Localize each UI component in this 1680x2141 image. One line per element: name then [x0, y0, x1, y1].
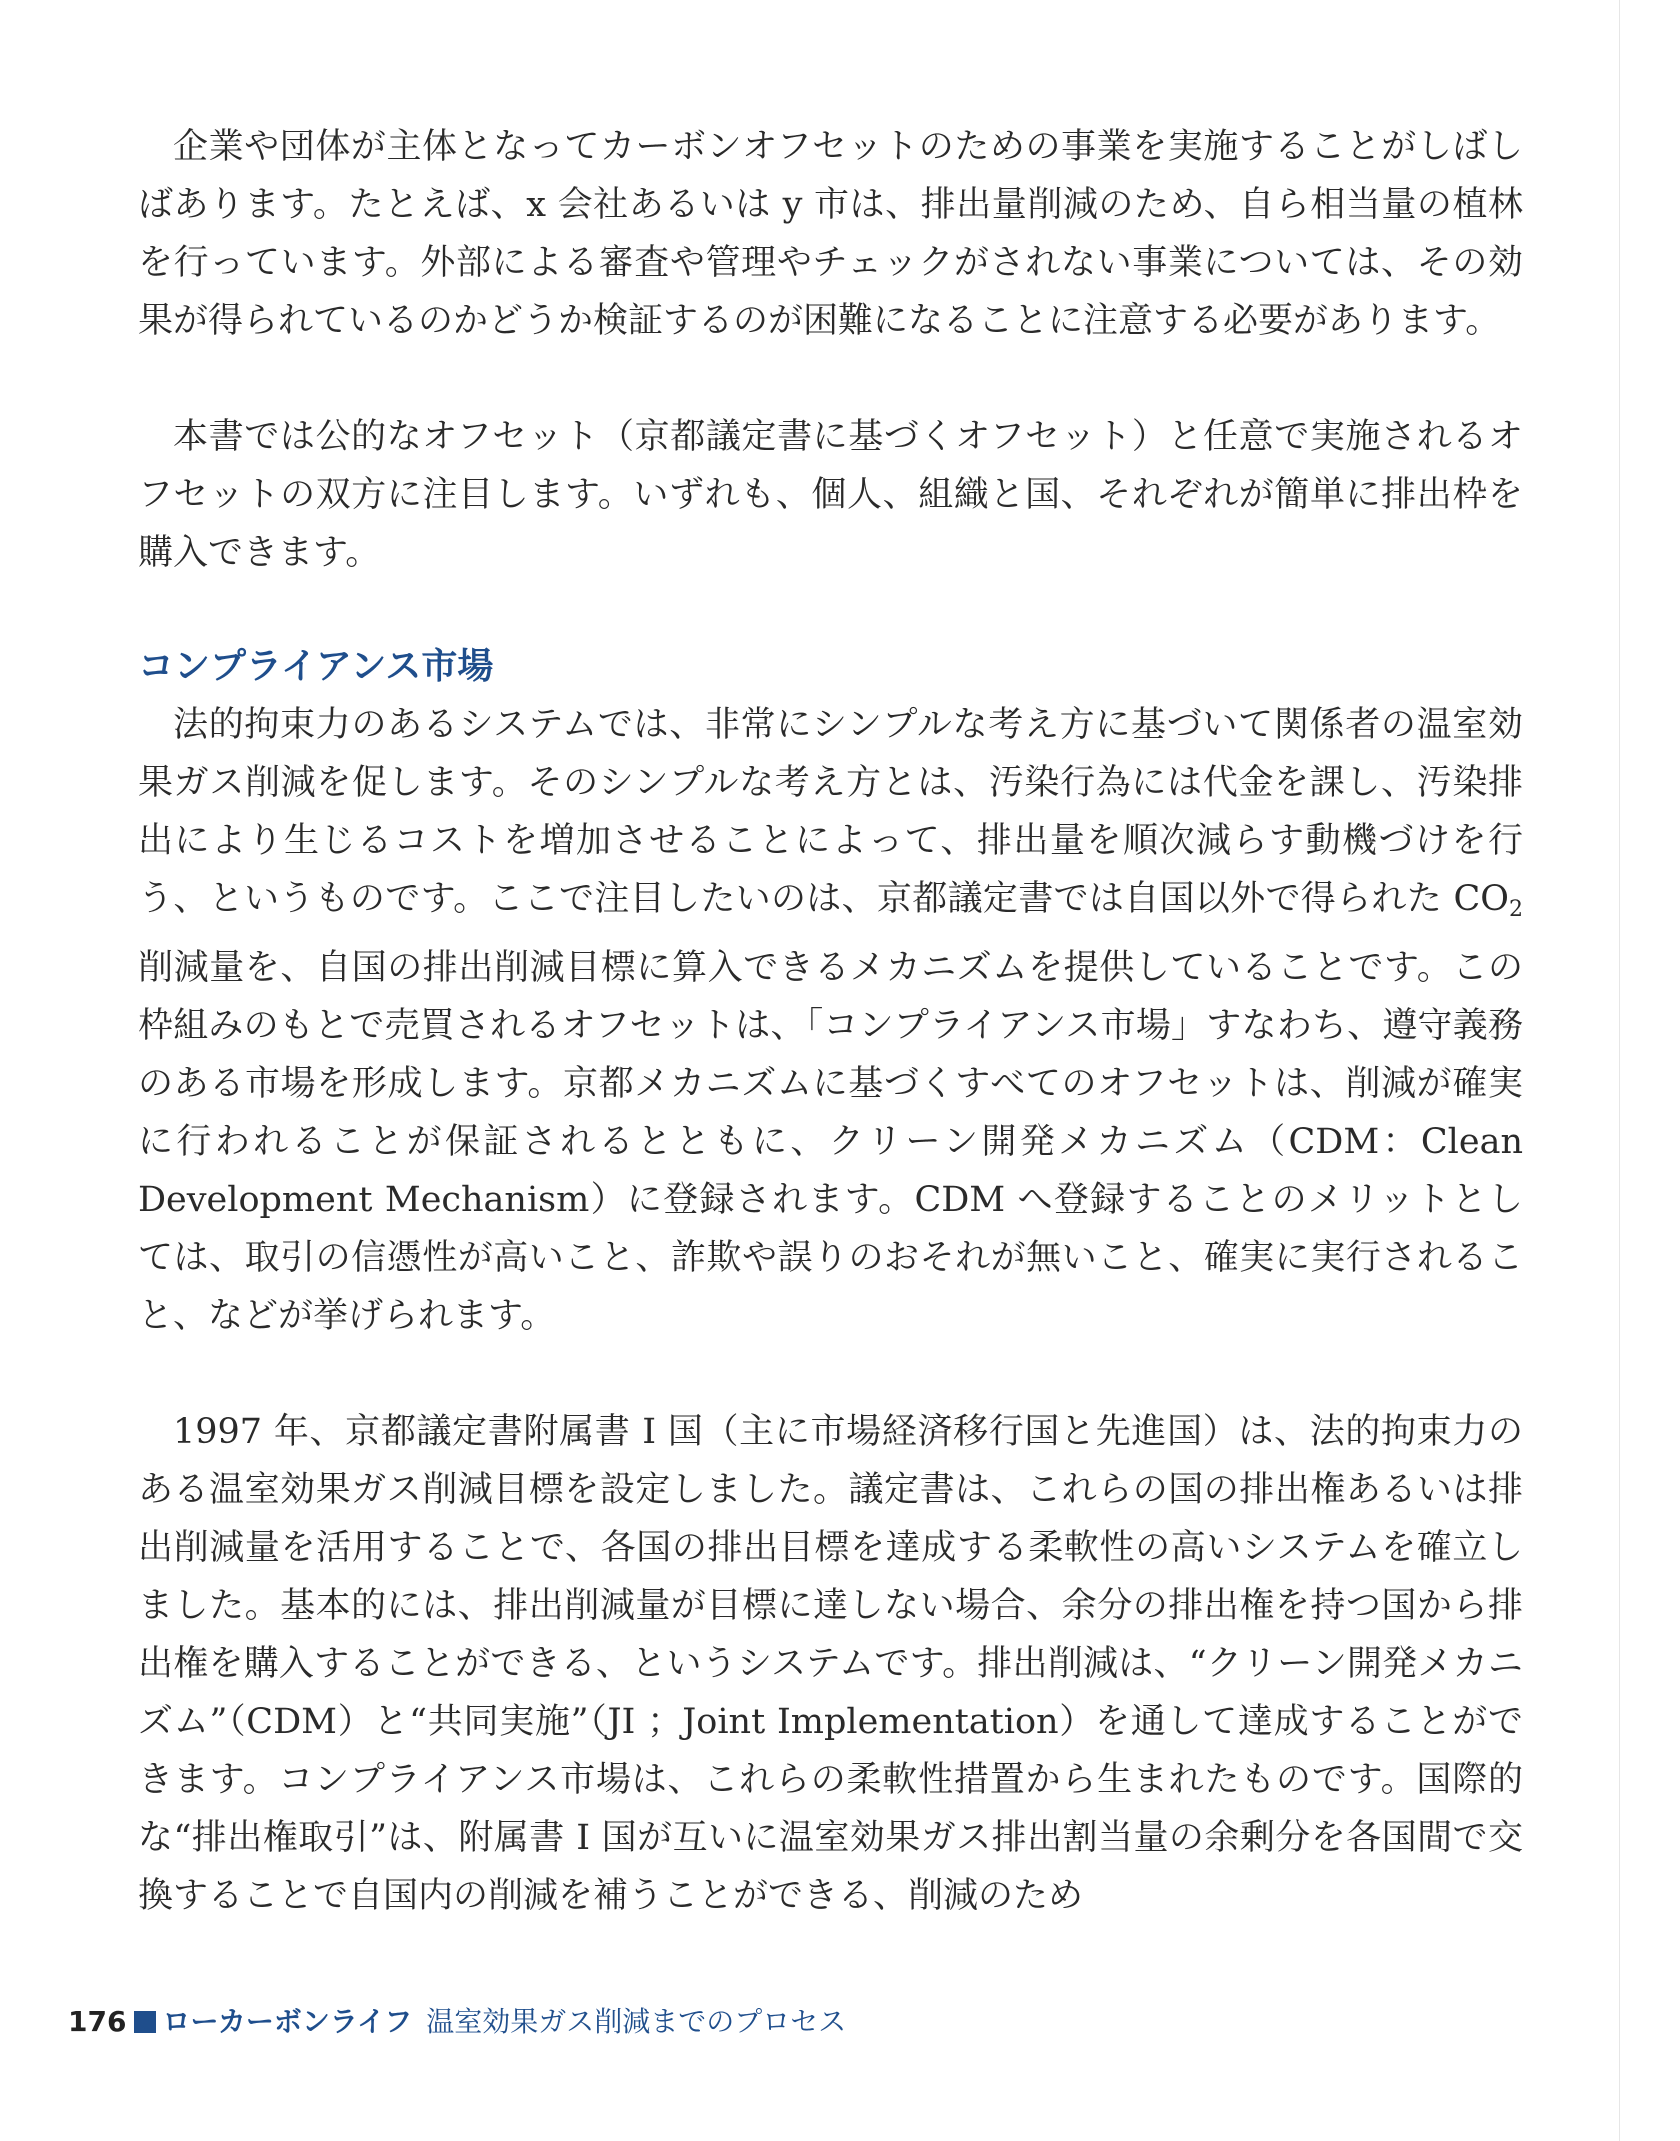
- square-icon: [134, 2011, 156, 2033]
- section-paragraph-1: [138, 696, 1523, 1345]
- section-heading: コンプライアンス市場: [138, 646, 494, 687]
- intro-paragraph-1: 企業や団体が主体となってカーボンオフセットのための事業を実施することがしばしばあります。たとえば、x 会社あるいは y 市は、排出量削減のため、自ら相当量の植林を行っています。外部による審査や管理やチェックがされない事業については、その効果が得られているのかどうか検証するのが困難になることに注意する必要があります。: [138, 127, 1523, 341]
- book-subtitle: 温室効果ガス削減までのプロセス: [426, 2005, 847, 2038]
- section-paragraph-1-part-1: 法的拘束力のあるシステムでは、非常にシンプルな考え方に基づいて関係者の温室効果ガス削減を促します。そのシンプルな考え方とは、汚染行為には代金を課し、汚染排出により生じるコストを増加させることによって、排出量を順次減らす動機づけを行う、というものです。ここで注目したいのは、京都議定書では自国以外で得られた CO: [138, 705, 1523, 919]
- intro-paragraph-2: 本書では公的なオフセット（京都議定書に基づくオフセット）と任意で実施されるオフセットの双方に注目します。いずれも、個人、組織と国、それぞれが簡単に排出枠を購入できます。: [138, 417, 1523, 573]
- page-number: 176: [68, 2005, 127, 2038]
- main-content: [138, 118, 1523, 1925]
- page-edge: [1619, 0, 1620, 2141]
- section-paragraph-1-part-2: 削減量を、自国の排出削減目標に算入できるメカニズムを提供していることです。この枠組みのもとで売買されるオフセットは、「コンプライアンス市場」すなわち、遵守義務のある市場を形成します。京都メカニズムに基づくすべてのオフセットは、削減が確実に行われることが保証されるとともに、クリーン開発メカニズム（CDM：Clean Development Mechanism）に登録されます。CDM へ登録することのメリットとしては、取引の信憑性が高いこと、詐欺や誤りのおそれが無いこと、確実に実行されること、などが挙げられます。: [138, 948, 1523, 1336]
- co2-subscript: 2: [1509, 897, 1523, 922]
- book-title: ローカーボンライフ: [162, 2005, 413, 2038]
- page-footer: [68, 2002, 846, 2042]
- section-paragraph-2: 1997 年、京都議定書附属書 I 国（主に市場経済移行国と先進国）は、法的拘束力のある温室効果ガス削減目標を設定しました。議定書は、これらの国の排出権あるいは排出削減量を活用することで、各国の排出目標を達成する柔軟性の高いシステムを確立しました。基本的には、排出削減量が目標に達しない場合、余分の排出権を持つ国から排出権を購入することができる、というシステムです。排出削減は、“クリーン開発メカニズム”（CDM）と“共同実施”（JI ；Joint Implementation）を通して達成することができます。コンプライアンス市場は、これらの柔軟性措置から生まれたものです。国際的な“排出権取引”は、附属書 I 国が互いに温室効果ガス排出割当量の余剰分を各国間で交換することで自国内の削減を補うことができる、削減のため: [138, 1412, 1523, 1916]
